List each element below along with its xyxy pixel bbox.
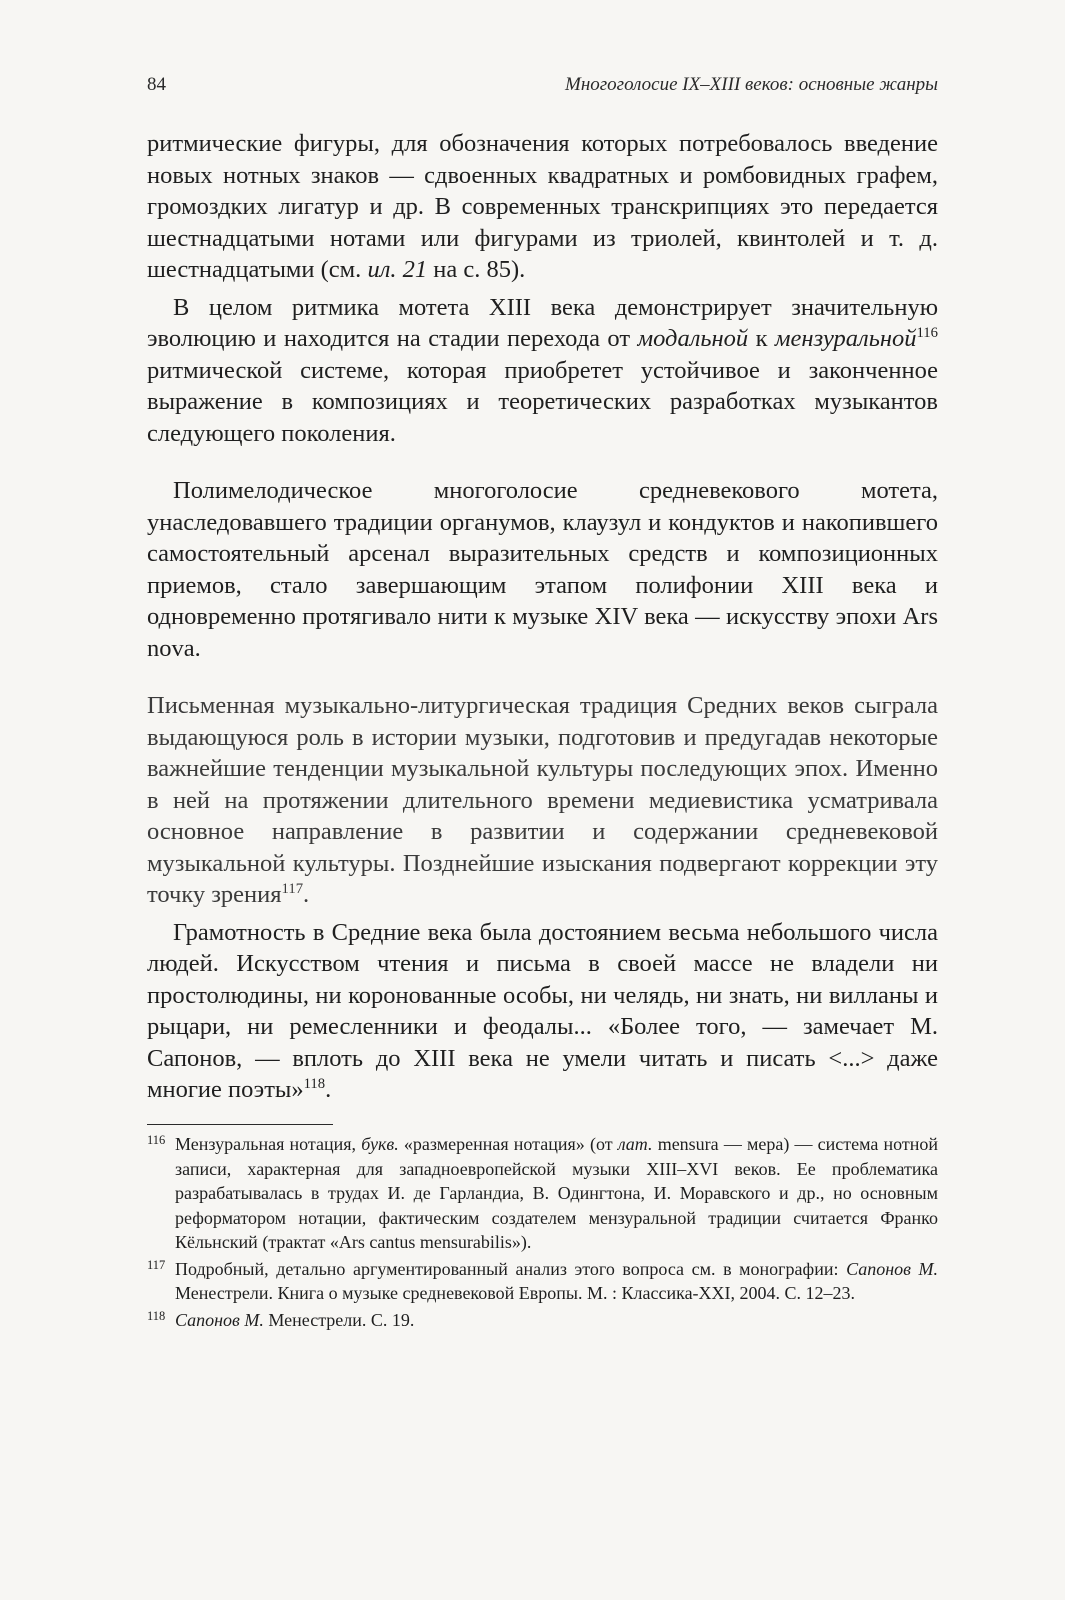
illustration-ref[interactable]: ил. 21: [367, 256, 428, 283]
footnote-divider: [147, 1124, 333, 1125]
footnote-118: 118 Сапонов М. Менестрели. С. 19.: [147, 1308, 938, 1333]
footnote-ref-116[interactable]: 116: [916, 324, 938, 341]
footnote-number: 118: [147, 1308, 166, 1323]
footnote-number: 117: [147, 1257, 166, 1272]
main-text: [147, 128, 938, 1106]
footnote-117: 117 Подробный, детально аргументированный анализ этого вопроса см. в монографии: Сапонов М. Менестрели. Книга о музыке средневековой Европы. М. : Классика-XXI, 2004. С. 12–23.: [147, 1257, 938, 1306]
footnote-ref-118[interactable]: 118: [303, 1075, 326, 1092]
paragraph-5: Грамотность в Средние века была достоянием весьма небольшого числа людей. Искусством чтения и письма в своей массе не владели ни простолюдины, ни коронованные особы, ни челядь, ни знать, ни вилланы и рыцари, ни ремесленники и феодалы... «Более того, — замечает М. Сапонов, — вплоть до XIII века не умели читать и писать <...> даже многие поэты»$^{118}$.: [147, 918, 938, 1103]
running-title: Многоголосие IX–XIII веков: основные жанры: [565, 74, 938, 95]
footnote-number: 116: [147, 1133, 166, 1147]
paragraph-4: Письменная музыкально-литургическая традиция Средних веков сыграла выдающуюся роль в истории музыки, подготовив и предугадав некоторые важнейшие тенденции музыкальной культуры последующих эпох. Именно в ней на протяжении длительного времени медиевистика усматривала основное направление в развитии и содержании средневековой музыкальной культуры. Позднейшие изыскания подвергают коррекции эту точку зрения$^{117}$.: [147, 692, 938, 908]
paragraph-2: В целом ритмика мотета XIII века демонстрирует значительную эволюцию и находится на стадии перехода от модальной к мензуральной$^{116}$ ритмической системе, которая приобретет устойчивое и законченное выражение в композициях и теоретических разработках музыкантов следующего поколения.: [147, 293, 938, 447]
footnote-116: 116 Мензуральная нотация, букв. «размеренная нотация» (от лат. mensura — мера) — система нотной записи, характерная для западноевропейской музыки XIII–XVI веков. Ее проблематика разрабатывалась в трудах И. де Гарландиа, В. Одингтона, И. Моравского и др., но основным реформатором нотации, фактическим создателем мензуральной традиции считается Франко Кёльнский (трактат «Ars cantus mensurabilis»).: [147, 1132, 938, 1255]
paragraph-3: Полимелодическое многоголосие средневекового мотета, унаследовавшего традиции органумов, клаузул и кондуктов и накопившего самостоятельный арсенал выразительных средств и композиционных приемов, стало завершающим этапом полифонии XIII века и одновременно протягивало нити к музыке XIV века — искусству эпохи Ars nova.: [147, 477, 938, 662]
footnote-ref-117[interactable]: 117: [281, 880, 304, 897]
footnotes: [147, 1132, 938, 1334]
page-header: [147, 74, 938, 96]
page-number: 84: [147, 74, 166, 95]
paragraph-1: ритмические фигуры, для обозначения которых потребовалось введение новых нотных знаков — сдвоенных квадратных и ромбовидных графем, громоздких лигатур и др. В современных транскрипциях это передается шестнадцатыми нотами или фигурами из триолей, квинтолей и т. д. шестнадцатыми (см. ил. 21 на с. 85).: [147, 130, 938, 283]
